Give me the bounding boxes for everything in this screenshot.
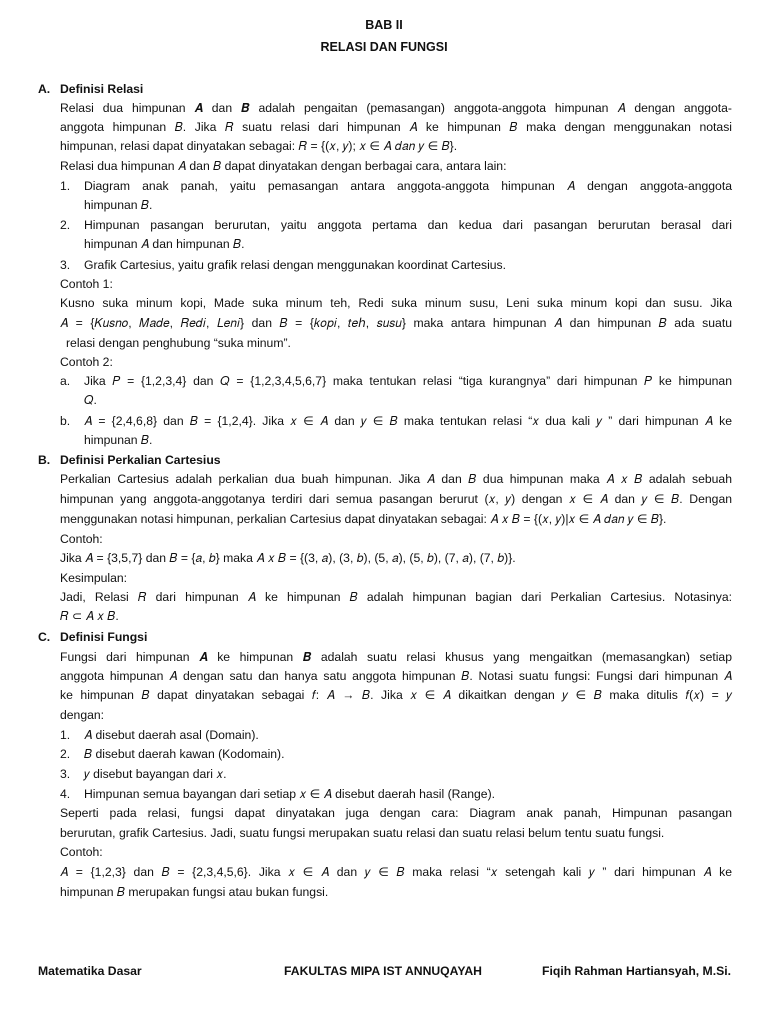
text-line: 𝐵 disebut daerah kawan (Kodomain). [84,747,285,761]
text-line: C. [38,630,51,644]
text-line: 1. [60,728,71,742]
text-line: himpunan 𝐵 merupakan fungsi atau bukan fungsi. [60,885,329,899]
text-line: 𝐴 disebut daerah asal (Domain). [84,728,259,742]
text-line: ke himpunan 𝐵 dapat dinyatakan sebagai 𝑓: 𝐴 → 𝐵. Jika 𝑥 ∈ 𝐴 dikaitkan dengan 𝑦 ∈ 𝐵 maka ditulis 𝑓(𝑥) = 𝑦 [60,688,732,702]
text-line: 3. [60,258,71,272]
text-line: 3. [60,767,71,781]
chapter-label: BAB II [365,18,403,32]
text-line: Contoh: [60,845,103,859]
text-line: Himpunan pasangan berurutan, yaitu anggota pertama dan kedua dari pasangan berurutan berasal dari [84,218,732,232]
text-line: 𝐴 = {1,2,3} dan 𝐵 = {2,3,4,5,6}. Jika 𝑥 ∈ 𝐴 dan 𝑦 ∈ 𝐵 maka relasi “𝑥 setengah kali 𝑦 ” dari himpunan 𝐴 ke [60,865,732,879]
text-line: relasi dengan penghubung “suka minum”. [66,336,291,350]
text-line: himpunan, relasi dapat dinyatakan sebagai: 𝑅 = {(𝑥, 𝑦); 𝑥 ∈ 𝐴 𝑑𝑎𝑛 𝑦 ∈ 𝐵}. [60,139,458,153]
text-line: 𝐴 = {2,4,6,8} dan 𝐵 = {1,2,4}. Jika 𝑥 ∈ 𝐴 dan 𝑦 ∈ 𝐵 maka tentukan relasi “𝑥 dua kali 𝑦 ” dari himpunan 𝐴 ke [84,414,732,428]
text-line: Contoh 1: [60,277,113,291]
text-line: Perkalian Cartesius adalah perkalian dua buah himpunan. Jika 𝐴 dan 𝐵 dua himpunan maka 𝐴 𝑥 𝐵 adalah sebuah [60,472,732,486]
text-line: berurutan, grafik Cartesius. Jadi, suatu fungsi merupakan suatu relasi dan suatu relasi belum tentu suatu fungsi. [60,826,665,840]
text-line: himpunan 𝐴 dan himpunan 𝐵. [84,237,245,251]
text-line: Definisi Fungsi [60,630,148,644]
text-line: menggunakan notasi himpunan, perkalian Cartesius dapat dinyatakan sebagai: 𝐴 𝑥 𝐵 = {(𝑥, 𝑦)|𝑥 ∈ 𝐴 𝑑𝑎𝑛 𝑦 ∈ 𝐵}. [60,512,667,526]
text-line: 𝐴 = {𝐾𝑢𝑠𝑛𝑜, 𝑀𝑎𝑑𝑒, 𝑅𝑒𝑑𝑖, 𝐿𝑒𝑛𝑖} dan 𝐵 = {𝑘𝑜𝑝𝑖, 𝑡𝑒ℎ, 𝑠𝑢𝑠𝑢} maka antara himpunan 𝐴 dan himpunan 𝐵 ada suatu [60,316,732,330]
text-line: Kusno suka minum kopi, Made suka minum teh, Redi suka minum susu, Leni suka minum kopi dan susu. Jika [60,296,732,310]
text-line: 𝑦 disebut bayangan dari 𝑥. [84,767,227,781]
text-line: A. [38,82,51,96]
text-line: Definisi Relasi [60,82,144,96]
footer-author: Fiqih Rahman Hartiansyah, M.Si. [542,964,731,978]
text-line: Fungsi dari himpunan 𝑨 ke himpunan 𝑩 adalah suatu relasi khusus yang mengaitkan (memasangkan) setiap [60,650,732,664]
text-line: 𝑄. [84,393,97,407]
text-line: anggota himpunan 𝐵. Jika 𝑅 suatu relasi dari himpunan 𝐴 ke himpunan 𝐵 maka dengan menggunakan notasi [60,120,732,134]
text-line: Grafik Cartesius, yaitu grafik relasi dengan menggunakan koordinat Cartesius. [84,258,507,272]
text-line: Kesimpulan: [60,571,128,585]
text-line: 𝑅 ⊂ 𝐴 𝑥 𝐵. [60,609,119,623]
text-line: Himpunan semua bayangan dari setiap 𝑥 ∈ 𝐴 disebut daerah hasil (Range). [84,787,496,801]
text-line: himpunan 𝐵. [84,198,153,212]
text-line: a. [60,374,71,388]
footer-course: Matematika Dasar [38,964,142,978]
text-line: Jika 𝐴 = {3,5,7} dan 𝐵 = {𝑎, 𝑏} maka 𝐴 𝑥 𝐵 = {(3, 𝑎), (3, 𝑏), (5, 𝑎), (5, 𝑏), (7, 𝑎), (7, 𝑏)}. [60,551,516,565]
text-line: himpunan yang anggota-anggotanya terdiri dari semua pasangan berurut (𝑥, 𝑦) dengan 𝑥 ∈ 𝐴 dan 𝑦 ∈ 𝐵. Dengan [60,492,732,506]
text-line: himpunan 𝐵. [84,433,153,447]
text-line: Relasi dua himpunan 𝐴 dan 𝐵 dapat dinyatakan dengan berbagai cara, antara lain: [60,159,507,173]
text-line: B. [38,453,51,467]
text-line: 2. [60,747,71,761]
text-line: anggota himpunan 𝐴 dengan satu dan hanya satu anggota himpunan 𝐵. Notasi suatu fungsi: Fungsi dari himpunan 𝐴 [60,669,732,683]
text-line: Seperti pada relasi, fungsi dapat dinyatakan juga dengan cara: Diagram anak panah, Himpunan pasangan [60,806,732,820]
text-line: Relasi dua himpunan 𝑨 dan 𝑩 adalah pengaitan (pemasangan) anggota-anggota himpunan 𝐴 dengan anggota- [60,101,732,115]
text-line: 4. [60,787,71,801]
text-line: Contoh 2: [60,355,113,369]
text-line: 1. [60,179,71,193]
text-line: Contoh: [60,532,103,546]
text-line: Jika 𝑃 = {1,2,3,4} dan 𝑄 = {1,2,3,4,5,6,7} maka tentukan relasi “tiga kurangnya” dari himpunan 𝑃 ke himpunan [84,374,732,388]
text-line: dengan: [60,708,105,722]
text-line: b. [60,414,71,428]
text-line: 2. [60,218,71,232]
text-line: Jadi, Relasi 𝑅 dari himpunan 𝐴 ke himpunan 𝐵 adalah himpunan bagian dari Perkalian Cartesius. Notasinya: [60,590,732,604]
text-line: Diagram anak panah, yaitu pemasangan antara anggota-anggota himpunan 𝐴 dengan anggota-anggota [84,179,732,193]
text-line: Definisi Perkalian Cartesius [60,453,221,467]
footer-faculty: FAKULTAS MIPA IST ANNUQAYAH [284,964,482,978]
page-title: RELASI DAN FUNGSI [320,40,448,54]
